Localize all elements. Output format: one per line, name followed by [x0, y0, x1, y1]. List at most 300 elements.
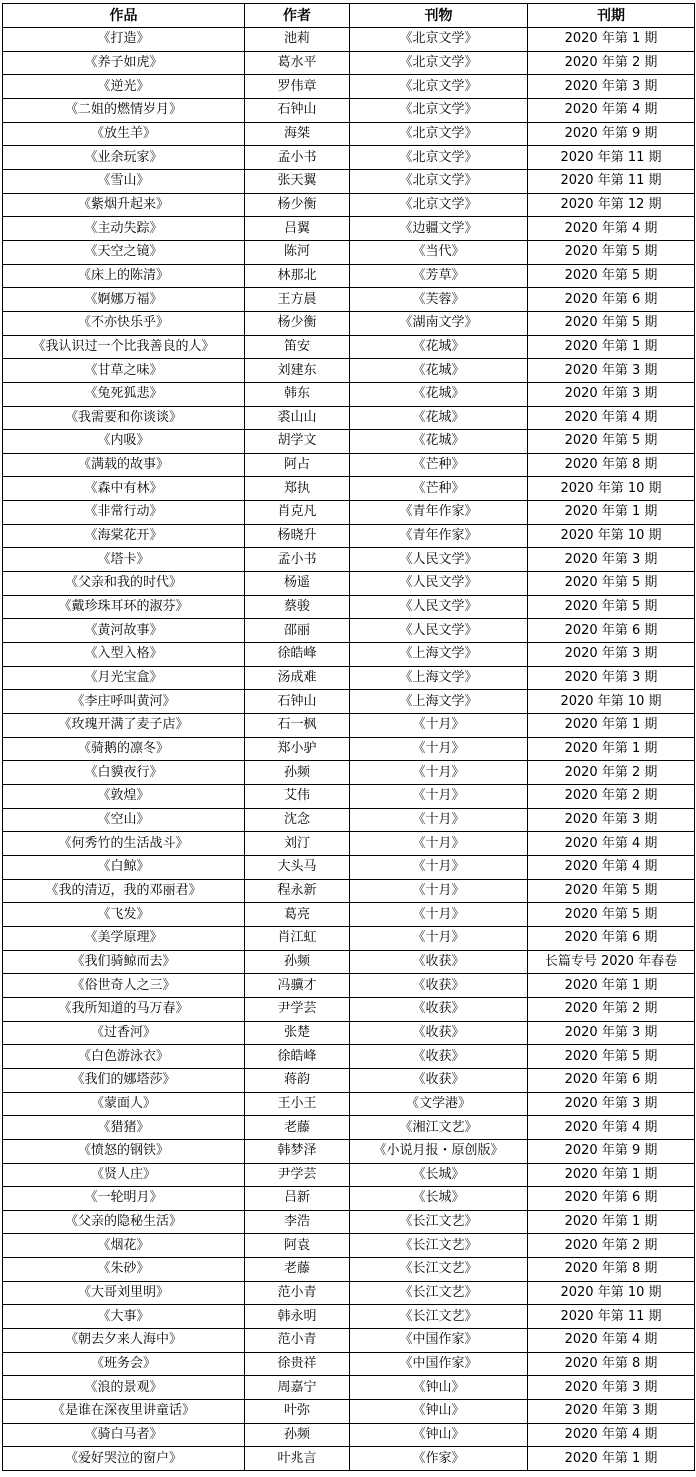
cell-journal: 《十月》 [350, 903, 528, 927]
cell-issue: 2020 年第 11 期 [528, 1305, 695, 1329]
cell-issue: 2020 年第 8 期 [528, 1352, 695, 1376]
cell-issue: 2020 年第 2 期 [528, 51, 695, 75]
cell-issue: 2020 年第 3 期 [528, 1376, 695, 1400]
cell-work: 《大哥刘里明》 [3, 1281, 245, 1305]
header-issue: 刊期 [528, 4, 695, 28]
cell-journal: 《钟山》 [350, 1423, 528, 1447]
cell-work: 《满载的故事》 [3, 453, 245, 477]
table-row [3, 950, 695, 974]
cell-journal: 《长城》 [350, 1187, 528, 1211]
cell-work: 《蒙面人》 [3, 1092, 245, 1116]
cell-work: 《一轮明月》 [3, 1187, 245, 1211]
cell-issue: 2020 年第 4 期 [528, 1329, 695, 1353]
table-row [3, 146, 695, 170]
table-row [3, 430, 695, 454]
cell-work: 《敦煌》 [3, 785, 245, 809]
cell-issue: 2020 年第 4 期 [528, 855, 695, 879]
cell-author: 石钟山 [245, 98, 350, 122]
cell-issue: 2020 年第 2 期 [528, 761, 695, 785]
cell-issue: 2020 年第 1 期 [528, 1447, 695, 1471]
cell-issue: 2020 年第 10 期 [528, 690, 695, 714]
cell-author: 阿占 [245, 453, 350, 477]
cell-journal: 《花城》 [350, 359, 528, 383]
cell-journal: 《钟山》 [350, 1400, 528, 1424]
cell-work: 《紫烟升起来》 [3, 193, 245, 217]
cell-issue: 2020 年第 3 期 [528, 1092, 695, 1116]
cell-journal: 《北京文学》 [350, 122, 528, 146]
cell-author: 范小青 [245, 1281, 350, 1305]
cell-work: 《爱好哭泣的窗户》 [3, 1447, 245, 1471]
cell-journal: 《芳草》 [350, 264, 528, 288]
cell-work: 《白鲸》 [3, 855, 245, 879]
cell-work: 《主动失踪》 [3, 217, 245, 241]
cell-issue: 2020 年第 1 期 [528, 1210, 695, 1234]
table-row [3, 1092, 695, 1116]
table-row [3, 98, 695, 122]
cell-journal: 《花城》 [350, 335, 528, 359]
cell-author: 葛亮 [245, 903, 350, 927]
cell-issue: 2020 年第 11 期 [528, 146, 695, 170]
cell-author: 邵丽 [245, 619, 350, 643]
cell-author: 汤成难 [245, 666, 350, 690]
cell-issue: 2020 年第 6 期 [528, 1187, 695, 1211]
cell-author: 石钟山 [245, 690, 350, 714]
table-row [3, 548, 695, 572]
cell-issue: 2020 年第 1 期 [528, 1163, 695, 1187]
cell-issue: 2020 年第 3 期 [528, 643, 695, 667]
cell-issue: 长篇专号 2020 年春卷 [528, 950, 695, 974]
cell-work: 《贤人庄》 [3, 1163, 245, 1187]
cell-issue: 2020 年第 6 期 [528, 926, 695, 950]
table-row [3, 1352, 695, 1376]
table-row [3, 879, 695, 903]
table-row [3, 382, 695, 406]
table-row [3, 737, 695, 761]
cell-work: 《打造》 [3, 28, 245, 52]
cell-journal: 《花城》 [350, 406, 528, 430]
cell-issue: 2020 年第 5 期 [528, 264, 695, 288]
table-row [3, 453, 695, 477]
cell-journal: 《十月》 [350, 832, 528, 856]
table-row [3, 122, 695, 146]
cell-author: 海桀 [245, 122, 350, 146]
cell-journal: 《长江文艺》 [350, 1305, 528, 1329]
cell-author: 韩永明 [245, 1305, 350, 1329]
cell-issue: 2020 年第 4 期 [528, 406, 695, 430]
cell-issue: 2020 年第 3 期 [528, 1021, 695, 1045]
cell-journal: 《北京文学》 [350, 75, 528, 99]
cell-author: 范小青 [245, 1329, 350, 1353]
cell-work: 《内吸》 [3, 430, 245, 454]
cell-journal: 《人民文学》 [350, 572, 528, 596]
cell-journal: 《十月》 [350, 926, 528, 950]
cell-author: 吕新 [245, 1187, 350, 1211]
cell-journal: 《上海文学》 [350, 643, 528, 667]
cell-work: 《何秀竹的生活战斗》 [3, 832, 245, 856]
cell-work: 《放生羊》 [3, 122, 245, 146]
cell-journal: 《芙蓉》 [350, 288, 528, 312]
cell-author: 肖江虹 [245, 926, 350, 950]
cell-issue: 2020 年第 5 期 [528, 903, 695, 927]
cell-author: 韩东 [245, 382, 350, 406]
cell-issue: 2020 年第 5 期 [528, 311, 695, 335]
table-row [3, 477, 695, 501]
cell-work: 《我认识过一个比我善良的人》 [3, 335, 245, 359]
cell-issue: 2020 年第 9 期 [528, 1139, 695, 1163]
table-row [3, 761, 695, 785]
cell-work: 《白貘夜行》 [3, 761, 245, 785]
cell-issue: 2020 年第 2 期 [528, 785, 695, 809]
cell-author: 蒋韵 [245, 1068, 350, 1092]
cell-author: 孙频 [245, 950, 350, 974]
cell-journal: 《人民文学》 [350, 548, 528, 572]
cell-author: 尹学芸 [245, 1163, 350, 1187]
cell-work: 《兔死狐悲》 [3, 382, 245, 406]
cell-author: 陈河 [245, 240, 350, 264]
table-row [3, 1139, 695, 1163]
cell-author: 石一枫 [245, 714, 350, 738]
cell-author: 韩梦泽 [245, 1139, 350, 1163]
cell-issue: 2020 年第 12 期 [528, 193, 695, 217]
table-row [3, 1400, 695, 1424]
cell-work: 《我们骑鲸而去》 [3, 950, 245, 974]
table-row [3, 595, 695, 619]
cell-journal: 《花城》 [350, 382, 528, 406]
header-author: 作者 [245, 4, 350, 28]
table-row [3, 217, 695, 241]
cell-journal: 《北京文学》 [350, 146, 528, 170]
cell-author: 尹学芸 [245, 997, 350, 1021]
cell-work: 《过香河》 [3, 1021, 245, 1045]
cell-author: 郑小驴 [245, 737, 350, 761]
table-row [3, 1116, 695, 1140]
table-row [3, 714, 695, 738]
cell-work: 《我所知道的马万春》 [3, 997, 245, 1021]
table-row [3, 1045, 695, 1069]
table-row [3, 926, 695, 950]
cell-issue: 2020 年第 5 期 [528, 879, 695, 903]
cell-work: 《朱砂》 [3, 1258, 245, 1282]
cell-author: 李浩 [245, 1210, 350, 1234]
table-row [3, 406, 695, 430]
cell-author: 张楚 [245, 1021, 350, 1045]
cell-author: 程永新 [245, 879, 350, 903]
cell-author: 周嘉宁 [245, 1376, 350, 1400]
table-row [3, 524, 695, 548]
table-row [3, 572, 695, 596]
cell-issue: 2020 年第 1 期 [528, 737, 695, 761]
cell-journal: 《上海文学》 [350, 690, 528, 714]
cell-journal: 《北京文学》 [350, 169, 528, 193]
cell-author: 刘汀 [245, 832, 350, 856]
cell-journal: 《长江文艺》 [350, 1258, 528, 1282]
table-row [3, 1423, 695, 1447]
cell-issue: 2020 年第 1 期 [528, 714, 695, 738]
cell-work: 《大事》 [3, 1305, 245, 1329]
cell-work: 《玫瑰开满了麦子店》 [3, 714, 245, 738]
cell-journal: 《中国作家》 [350, 1352, 528, 1376]
works-table [2, 3, 695, 1471]
cell-journal: 《长江文艺》 [350, 1210, 528, 1234]
cell-issue: 2020 年第 1 期 [528, 974, 695, 998]
cell-work: 《逆光》 [3, 75, 245, 99]
cell-work: 《班务会》 [3, 1352, 245, 1376]
cell-journal: 《北京文学》 [350, 51, 528, 75]
cell-author: 冯骥才 [245, 974, 350, 998]
cell-author: 杨遥 [245, 572, 350, 596]
cell-author: 徐贵祥 [245, 1352, 350, 1376]
cell-work: 《我需要和你谈谈》 [3, 406, 245, 430]
cell-author: 裘山山 [245, 406, 350, 430]
cell-work: 《我们的娜塔莎》 [3, 1068, 245, 1092]
cell-issue: 2020 年第 8 期 [528, 1258, 695, 1282]
table-row [3, 666, 695, 690]
table-row [3, 1305, 695, 1329]
cell-author: 孙频 [245, 761, 350, 785]
cell-work: 《月光宝盒》 [3, 666, 245, 690]
table-row [3, 690, 695, 714]
cell-journal: 《北京文学》 [350, 28, 528, 52]
cell-work: 《甘草之味》 [3, 359, 245, 383]
cell-work: 《二姐的燃情岁月》 [3, 98, 245, 122]
cell-issue: 2020 年第 3 期 [528, 75, 695, 99]
cell-work: 《白色游泳衣》 [3, 1045, 245, 1069]
cell-author: 张天翼 [245, 169, 350, 193]
table-row [3, 240, 695, 264]
cell-journal: 《上海文学》 [350, 666, 528, 690]
cell-journal: 《北京文学》 [350, 98, 528, 122]
cell-author: 孙频 [245, 1423, 350, 1447]
cell-work: 《李庄呼叫黄河》 [3, 690, 245, 714]
cell-work: 《非常行动》 [3, 501, 245, 525]
cell-work: 《空山》 [3, 808, 245, 832]
cell-journal: 《作家》 [350, 1447, 528, 1471]
cell-journal: 《人民文学》 [350, 619, 528, 643]
table-row [3, 832, 695, 856]
cell-journal: 《十月》 [350, 761, 528, 785]
cell-author: 沈念 [245, 808, 350, 832]
cell-work: 《海棠花开》 [3, 524, 245, 548]
cell-work: 《猎猪》 [3, 1116, 245, 1140]
table-row [3, 311, 695, 335]
cell-work: 《浪的景观》 [3, 1376, 245, 1400]
table-row [3, 501, 695, 525]
cell-author: 肖克凡 [245, 501, 350, 525]
cell-work: 《俗世奇人之三》 [3, 974, 245, 998]
cell-author: 老藤 [245, 1258, 350, 1282]
cell-issue: 2020 年第 4 期 [528, 1116, 695, 1140]
table-row [3, 1376, 695, 1400]
cell-issue: 2020 年第 3 期 [528, 548, 695, 572]
cell-author: 老藤 [245, 1116, 350, 1140]
cell-author: 叶兆言 [245, 1447, 350, 1471]
table-row [3, 785, 695, 809]
cell-issue: 2020 年第 6 期 [528, 619, 695, 643]
table-row [3, 997, 695, 1021]
cell-work: 《森中有林》 [3, 477, 245, 501]
cell-author: 孟小书 [245, 548, 350, 572]
cell-journal: 《收获》 [350, 997, 528, 1021]
cell-journal: 《收获》 [350, 1021, 528, 1045]
cell-author: 叶弥 [245, 1400, 350, 1424]
cell-work: 《床上的陈清》 [3, 264, 245, 288]
cell-issue: 2020 年第 1 期 [528, 28, 695, 52]
cell-author: 艾伟 [245, 785, 350, 809]
cell-journal: 《十月》 [350, 855, 528, 879]
cell-work: 《不亦快乐乎》 [3, 311, 245, 335]
cell-journal: 《十月》 [350, 808, 528, 832]
cell-work: 《愤怒的钢铁》 [3, 1139, 245, 1163]
cell-journal: 《十月》 [350, 785, 528, 809]
cell-author: 吕翼 [245, 217, 350, 241]
table-row [3, 643, 695, 667]
cell-issue: 2020 年第 2 期 [528, 1234, 695, 1258]
cell-journal: 《长城》 [350, 1163, 528, 1187]
cell-issue: 2020 年第 10 期 [528, 524, 695, 548]
cell-author: 王方晨 [245, 288, 350, 312]
cell-work: 《塔卡》 [3, 548, 245, 572]
cell-journal: 《钟山》 [350, 1376, 528, 1400]
cell-author: 孟小书 [245, 146, 350, 170]
cell-author: 笛安 [245, 335, 350, 359]
cell-journal: 《芒种》 [350, 477, 528, 501]
cell-author: 池莉 [245, 28, 350, 52]
table-row [3, 855, 695, 879]
table-row [3, 51, 695, 75]
table-row [3, 359, 695, 383]
table-row [3, 264, 695, 288]
cell-journal: 《中国作家》 [350, 1329, 528, 1353]
cell-issue: 2020 年第 1 期 [528, 335, 695, 359]
cell-journal: 《当代》 [350, 240, 528, 264]
cell-work: 《天空之镜》 [3, 240, 245, 264]
cell-journal: 《小说月报・原创版》 [350, 1139, 528, 1163]
cell-author: 大头马 [245, 855, 350, 879]
cell-issue: 2020 年第 5 期 [528, 240, 695, 264]
cell-issue: 2020 年第 2 期 [528, 997, 695, 1021]
cell-work: 《雪山》 [3, 169, 245, 193]
cell-work: 《黄河故事》 [3, 619, 245, 643]
cell-issue: 2020 年第 5 期 [528, 595, 695, 619]
table-row [3, 1068, 695, 1092]
cell-author: 葛水平 [245, 51, 350, 75]
cell-author: 阿袁 [245, 1234, 350, 1258]
table-row [3, 335, 695, 359]
cell-work: 《是谁在深夜里讲童话》 [3, 1400, 245, 1424]
cell-journal: 《十月》 [350, 879, 528, 903]
cell-author: 杨晓升 [245, 524, 350, 548]
cell-work: 《业余玩家》 [3, 146, 245, 170]
cell-journal: 《北京文学》 [350, 193, 528, 217]
cell-journal: 《十月》 [350, 737, 528, 761]
cell-journal: 《花城》 [350, 430, 528, 454]
cell-issue: 2020 年第 3 期 [528, 666, 695, 690]
table-row [3, 1447, 695, 1471]
cell-journal: 《长江文艺》 [350, 1234, 528, 1258]
cell-issue: 2020 年第 4 期 [528, 1423, 695, 1447]
cell-work: 《父亲的隐秘生活》 [3, 1210, 245, 1234]
cell-work: 《戴珍珠耳环的淑芬》 [3, 595, 245, 619]
cell-author: 罗伟章 [245, 75, 350, 99]
cell-author: 郑执 [245, 477, 350, 501]
cell-issue: 2020 年第 5 期 [528, 572, 695, 596]
table-row [3, 288, 695, 312]
table-row [3, 1021, 695, 1045]
header-work: 作品 [3, 4, 245, 28]
table-body [3, 28, 695, 1471]
cell-issue: 2020 年第 4 期 [528, 832, 695, 856]
table-row [3, 1187, 695, 1211]
cell-journal: 《青年作家》 [350, 501, 528, 525]
cell-journal: 《文学港》 [350, 1092, 528, 1116]
table-row [3, 974, 695, 998]
cell-journal: 《收获》 [350, 1045, 528, 1069]
header-journal: 刊物 [350, 4, 528, 28]
cell-work: 《养子如虎》 [3, 51, 245, 75]
cell-issue: 2020 年第 3 期 [528, 359, 695, 383]
cell-work: 《婀娜万福》 [3, 288, 245, 312]
cell-journal: 《青年作家》 [350, 524, 528, 548]
cell-journal: 《人民文学》 [350, 595, 528, 619]
cell-author: 王小王 [245, 1092, 350, 1116]
cell-author: 刘建东 [245, 359, 350, 383]
table-row [3, 1329, 695, 1353]
cell-work: 《骑鹅的凛冬》 [3, 737, 245, 761]
table-row [3, 1234, 695, 1258]
cell-work: 《我的清迈，我的邓丽君》 [3, 879, 245, 903]
table-row [3, 169, 695, 193]
table-row [3, 619, 695, 643]
cell-author: 徐皓峰 [245, 1045, 350, 1069]
table-row [3, 1210, 695, 1234]
cell-journal: 《收获》 [350, 950, 528, 974]
cell-issue: 2020 年第 6 期 [528, 1068, 695, 1092]
cell-work: 《父亲和我的时代》 [3, 572, 245, 596]
table-row [3, 75, 695, 99]
cell-issue: 2020 年第 5 期 [528, 430, 695, 454]
table-row [3, 1258, 695, 1282]
cell-issue: 2020 年第 5 期 [528, 1045, 695, 1069]
cell-author: 胡学文 [245, 430, 350, 454]
cell-journal: 《边疆文学》 [350, 217, 528, 241]
cell-journal: 《湖南文学》 [350, 311, 528, 335]
table-row [3, 808, 695, 832]
table-row [3, 193, 695, 217]
cell-issue: 2020 年第 10 期 [528, 477, 695, 501]
cell-issue: 2020 年第 11 期 [528, 169, 695, 193]
cell-work: 《烟花》 [3, 1234, 245, 1258]
cell-work: 《骑白马者》 [3, 1423, 245, 1447]
cell-issue: 2020 年第 9 期 [528, 122, 695, 146]
header-row [3, 4, 695, 28]
cell-work: 《美学原理》 [3, 926, 245, 950]
cell-issue: 2020 年第 1 期 [528, 501, 695, 525]
cell-issue: 2020 年第 8 期 [528, 453, 695, 477]
cell-work: 《飞发》 [3, 903, 245, 927]
cell-journal: 《十月》 [350, 714, 528, 738]
cell-author: 杨少衡 [245, 311, 350, 335]
cell-author: 徐皓峰 [245, 643, 350, 667]
cell-issue: 2020 年第 3 期 [528, 382, 695, 406]
table-row [3, 1163, 695, 1187]
table-row [3, 1281, 695, 1305]
cell-journal: 《长江文艺》 [350, 1281, 528, 1305]
cell-issue: 2020 年第 6 期 [528, 288, 695, 312]
cell-journal: 《收获》 [350, 1068, 528, 1092]
cell-issue: 2020 年第 4 期 [528, 98, 695, 122]
cell-issue: 2020 年第 3 期 [528, 808, 695, 832]
cell-journal: 《湘江文艺》 [350, 1116, 528, 1140]
